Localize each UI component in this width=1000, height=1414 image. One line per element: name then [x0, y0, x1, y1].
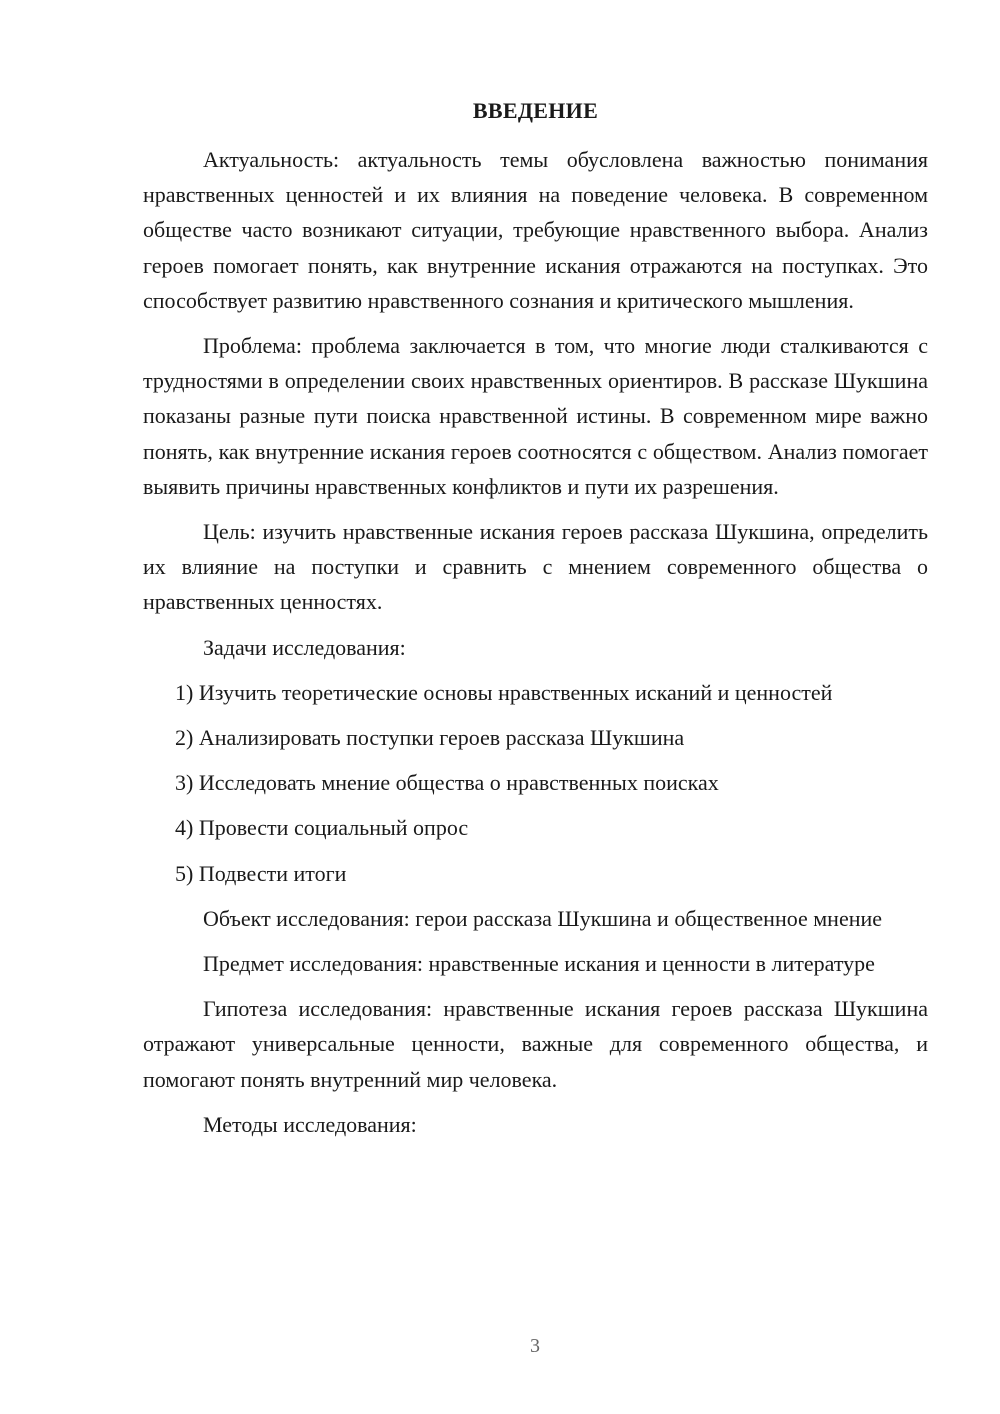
- task-item-2: 2) Анализировать поступки героев рассказа Шукшина: [175, 725, 685, 751]
- paragraph-object: Объект исследования: герои рассказа Шукшина и общественное мнение: [203, 905, 883, 931]
- paragraph-subject: Предмет исследования: нравственные искания и ценности в литературе: [203, 951, 875, 977]
- task-item-3: 3) Исследовать мнение общества о нравственных поисках: [175, 770, 719, 796]
- paragraph-problem: Проблема: проблема заключается в том, что многие люди сталкиваются с трудностями в определении своих нравственных ориентиров. В рассказе Шукшина показаны разные пути поиска нравственной истины. В современном мире важно понять, как внутренние искания героев соотносятся с обществом. Анализ помогает выявить причины нравственных конфликтов и пути их разрешения.: [143, 333, 928, 499]
- task-item-4: 4) Провести социальный опрос: [175, 815, 469, 841]
- tasks-list: [143, 675, 928, 891]
- paragraph-goal: Цель: изучить нравственные искания героев рассказа Шукшина, определить их влияние на поступки и сравнить с мнением современного общества о нравственных ценностях.: [143, 519, 928, 615]
- document-body: [143, 142, 928, 1152]
- methods-heading: Методы исследования:: [203, 1111, 417, 1137]
- task-item-5: 5) Подвести итоги: [175, 860, 347, 886]
- task-item-1: 1) Изучить теоретические основы нравственных исканий и ценностей: [175, 679, 833, 705]
- page-title: ВВЕДЕНИЕ: [472, 98, 599, 123]
- tasks-heading: Задачи исследования:: [203, 634, 406, 660]
- page-number: 3: [530, 1335, 540, 1357]
- paragraph-relevance: Актуальность: актуальность темы обусловлена важностью понимания нравственных ценностей и их влияния на поведение человека. В современном обществе часто возникают ситуации, требующие нравственного выбора. Анализ героев помогает понять, как внутренние искания отражаются на поступках. Это способствует развитию нравственного сознания и критического мышления.: [143, 147, 928, 313]
- paragraph-hypothesis: Гипотеза исследования: нравственные искания героев рассказа Шукшина отражают универсальные ценности, важные для современного общества, и помогают понять внутренний мир человека.: [143, 996, 928, 1092]
